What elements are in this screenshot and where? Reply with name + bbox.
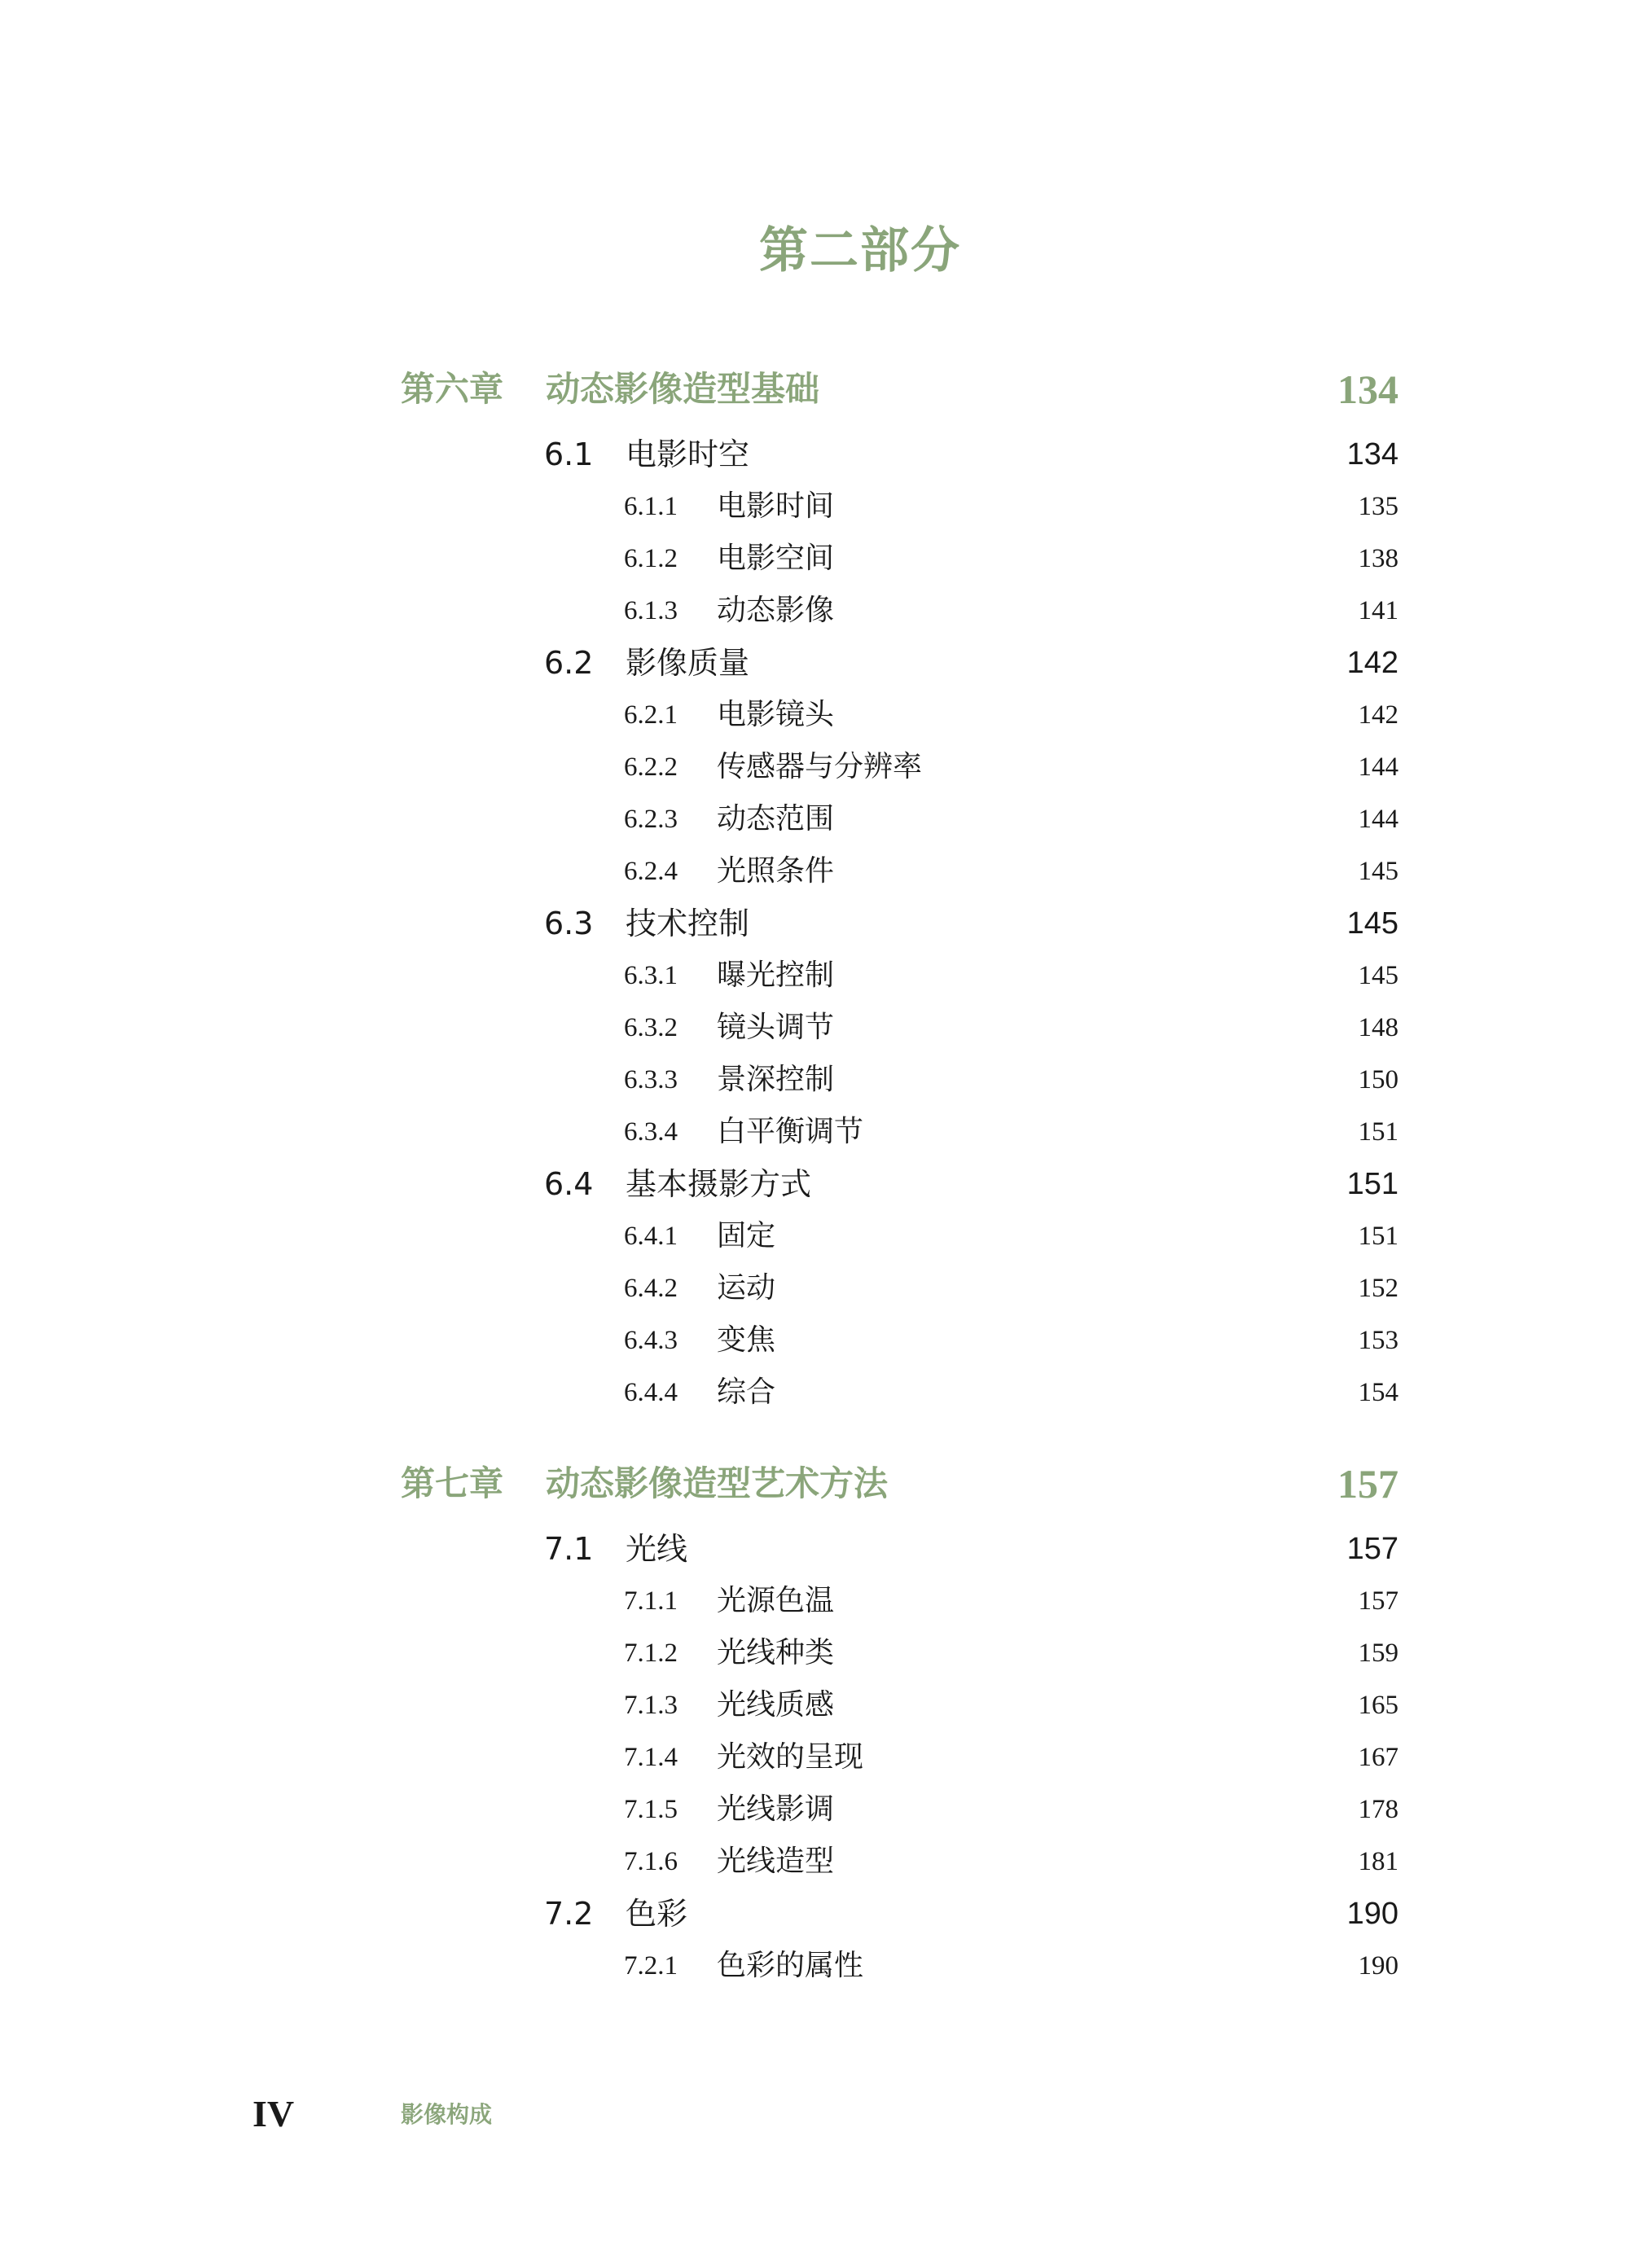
section-number: 6.3 (544, 906, 594, 941)
subsection-entry[interactable] (0, 1370, 1629, 1415)
section-number: 7.1 (544, 1531, 594, 1567)
subsection-title: 景深控制 (717, 1063, 835, 1096)
subsection-page-number: 144 (1358, 805, 1398, 834)
subsection-number: 6.1.2 (624, 544, 678, 573)
subsection-page-number: 145 (1358, 857, 1398, 886)
section-number: 7.2 (544, 1896, 594, 1932)
subsection-entry[interactable] (0, 1318, 1629, 1363)
subsection-entry[interactable] (0, 744, 1629, 790)
subsection-title: 光线质感 (717, 1688, 835, 1722)
subsection-entry[interactable] (0, 849, 1629, 894)
running-head: 影像构成 (401, 2101, 493, 2128)
subsection-title: 光线影调 (717, 1792, 835, 1826)
subsection-entry[interactable] (0, 1943, 1629, 1989)
subsection-page-number: 153 (1358, 1326, 1398, 1355)
subsection-number: 6.3.2 (624, 1013, 678, 1042)
subsection-page-number: 148 (1358, 1013, 1398, 1042)
subsection-entry[interactable] (0, 796, 1629, 842)
subsection-page-number: 135 (1358, 492, 1398, 521)
subsection-page-number: 157 (1358, 1586, 1398, 1616)
subsection-title: 光照条件 (717, 854, 835, 888)
subsection-title: 动态范围 (717, 802, 835, 836)
subsection-title: 镜头调节 (717, 1011, 835, 1044)
section-page-number: 151 (1346, 1167, 1398, 1201)
subsection-entry[interactable] (0, 1839, 1629, 1884)
subsection-page-number: 151 (1358, 1117, 1398, 1147)
subsection-title: 综合 (717, 1375, 776, 1409)
subsection-entry[interactable] (0, 692, 1629, 738)
subsection-title: 传感器与分辨率 (717, 750, 923, 783)
subsection-number: 7.2.1 (624, 1951, 678, 1981)
subsection-title: 光线种类 (717, 1636, 835, 1669)
subsection-entry[interactable] (0, 1109, 1629, 1155)
subsection-title: 变焦 (717, 1323, 776, 1357)
subsection-title: 固定 (717, 1219, 776, 1252)
subsection-entry[interactable] (0, 536, 1629, 581)
subsection-number: 6.2.3 (624, 805, 678, 834)
subsection-number: 6.3.1 (624, 961, 678, 990)
subsection-page-number: 144 (1358, 752, 1398, 782)
section-entry[interactable] (0, 430, 1629, 479)
subsection-number: 6.2.1 (624, 700, 678, 730)
chapter-label: 第七章 (401, 1463, 504, 1503)
subsection-entry[interactable] (0, 1057, 1629, 1103)
chapter-entry[interactable] (0, 1455, 1629, 1512)
chapter-title: 动态影像造型艺术方法 (546, 1463, 889, 1503)
subsection-entry[interactable] (0, 1682, 1629, 1728)
subsection-entry[interactable] (0, 1787, 1629, 1832)
subsection-title: 运动 (717, 1271, 776, 1305)
section-entry[interactable] (0, 1160, 1629, 1209)
subsection-title: 光线造型 (717, 1845, 835, 1878)
subsection-title: 光源色温 (717, 1584, 835, 1617)
subsection-entry[interactable] (0, 1266, 1629, 1311)
subsection-entry[interactable] (0, 1213, 1629, 1259)
subsection-title: 曝光控制 (717, 959, 835, 992)
subsection-number: 6.2.4 (624, 857, 678, 886)
subsection-title: 电影空间 (717, 542, 835, 575)
subsection-page-number: 167 (1358, 1743, 1398, 1772)
subsection-number: 7.1.5 (624, 1795, 678, 1824)
section-page-number: 134 (1346, 437, 1398, 472)
subsection-page-number: 141 (1358, 596, 1398, 625)
section-title: 影像质量 (626, 645, 750, 681)
subsection-entry[interactable] (0, 588, 1629, 634)
subsection-entry[interactable] (0, 1735, 1629, 1780)
subsection-title: 白平衡调节 (717, 1115, 864, 1148)
subsection-page-number: 190 (1358, 1951, 1398, 1981)
subsection-number: 6.3.4 (624, 1117, 678, 1147)
subsection-page-number: 150 (1358, 1065, 1398, 1095)
subsection-number: 6.3.3 (624, 1065, 678, 1095)
subsection-page-number: 151 (1358, 1222, 1398, 1251)
section-title: 技术控制 (626, 906, 750, 941)
subsection-number: 6.4.3 (624, 1326, 678, 1355)
subsection-number: 6.2.2 (624, 752, 678, 782)
section-number: 6.1 (544, 436, 594, 472)
page-folio: IV (252, 2093, 295, 2134)
section-title: 基本摄影方式 (626, 1166, 812, 1202)
section-title: 电影时空 (626, 436, 750, 472)
chapter-page-number: 134 (1337, 366, 1398, 412)
subsection-page-number: 154 (1358, 1378, 1398, 1407)
subsection-page-number: 145 (1358, 961, 1398, 990)
subsection-title: 色彩的属性 (717, 1949, 864, 1982)
section-page-number: 142 (1346, 646, 1398, 680)
chapter-label: 第六章 (401, 369, 504, 409)
section-entry[interactable] (0, 638, 1629, 687)
subsection-page-number: 178 (1358, 1795, 1398, 1824)
subsection-number: 6.4.4 (624, 1378, 678, 1407)
subsection-entry[interactable] (0, 484, 1629, 529)
subsection-title: 电影时间 (717, 489, 835, 523)
subsection-page-number: 142 (1358, 700, 1398, 730)
section-entry[interactable] (0, 1889, 1629, 1938)
section-number: 6.2 (544, 645, 594, 681)
section-page-number: 145 (1346, 906, 1398, 941)
subsection-page-number: 181 (1358, 1847, 1398, 1876)
subsection-page-number: 138 (1358, 544, 1398, 573)
section-page-number: 190 (1346, 1897, 1398, 1931)
subsection-number: 6.4.1 (624, 1222, 678, 1251)
subsection-page-number: 152 (1358, 1274, 1398, 1303)
subsection-number: 7.1.4 (624, 1743, 678, 1772)
subsection-number: 7.1.1 (624, 1586, 678, 1616)
subsection-number: 7.1.2 (624, 1638, 678, 1668)
section-number: 6.4 (544, 1166, 594, 1202)
subsection-entry[interactable] (0, 1630, 1629, 1676)
subsection-title: 动态影像 (717, 594, 835, 627)
chapter-title: 动态影像造型基础 (546, 369, 820, 409)
subsection-page-number: 165 (1358, 1691, 1398, 1720)
section-page-number: 157 (1346, 1532, 1398, 1566)
section-title: 光线 (626, 1531, 688, 1567)
part-title: 第二部分 (759, 222, 961, 279)
chapter-page-number: 157 (1337, 1461, 1398, 1507)
section-entry[interactable] (0, 1524, 1629, 1573)
subsection-number: 6.1.3 (624, 596, 678, 625)
subsection-entry[interactable] (0, 1578, 1629, 1624)
subsection-number: 6.4.2 (624, 1274, 678, 1303)
chapter-entry[interactable] (0, 361, 1629, 418)
subsection-page-number: 159 (1358, 1638, 1398, 1668)
subsection-title: 光效的呈现 (717, 1740, 864, 1774)
subsection-number: 7.1.3 (624, 1691, 678, 1720)
subsection-number: 7.1.6 (624, 1847, 678, 1876)
subsection-entry[interactable] (0, 953, 1629, 998)
section-entry[interactable] (0, 899, 1629, 948)
subsection-title: 电影镜头 (717, 698, 835, 731)
subsection-entry[interactable] (0, 1005, 1629, 1051)
subsection-number: 6.1.1 (624, 492, 678, 521)
section-title: 色彩 (626, 1896, 688, 1932)
